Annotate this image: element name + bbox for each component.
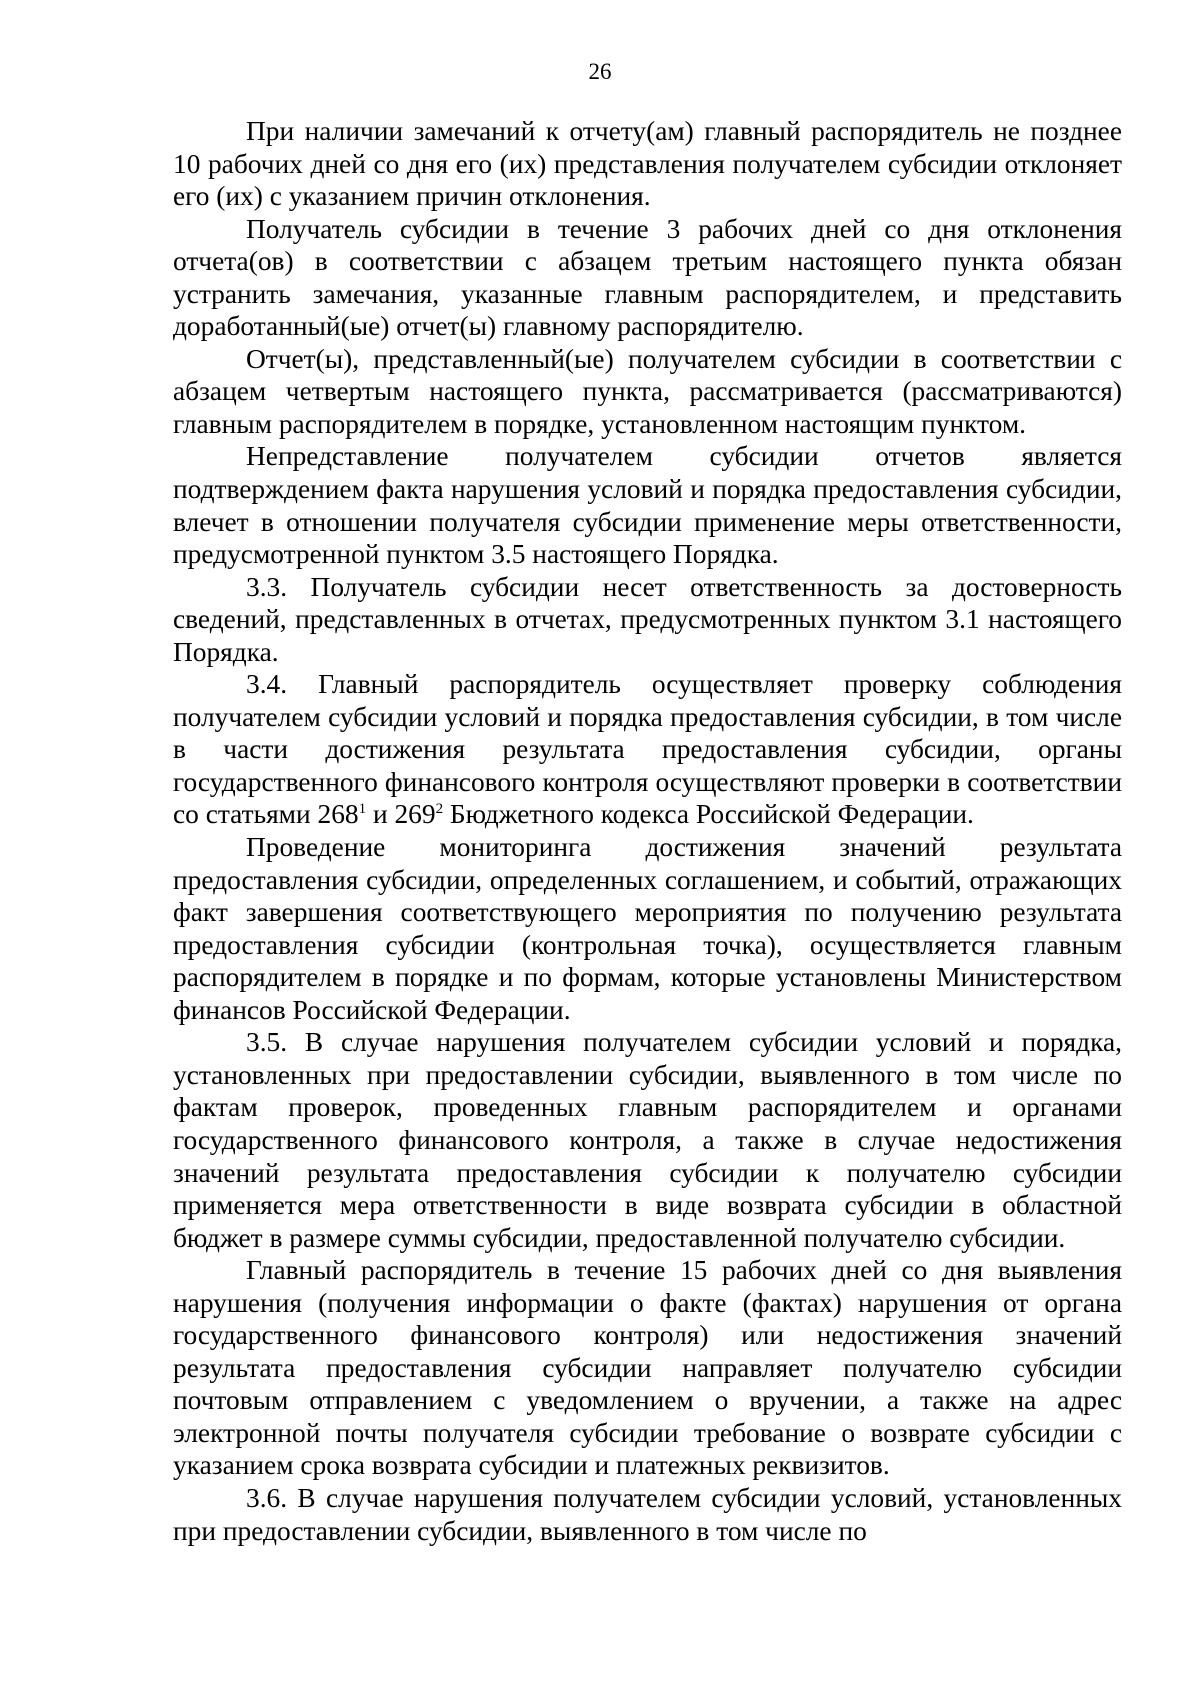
article-268-superscript: 1: [358, 801, 367, 818]
clause-3-4-text-2: и 269: [366, 799, 436, 830]
paragraph-rework-report: Получатель субсидии в течение 3 рабочих дней со дня отклонения отчета(ов) в соответствии с абзацем третьим настоящего пункта обязан устранить замечания, указанные главным распорядителем, и представить доработанный(ые) отчет(ы) главному распорядителю.: [173, 213, 1122, 342]
paragraph-clause-3-3: 3.3. Получатель субсидии несет ответственность за достоверность сведений, представленных в отчетах, предусмотренных пунктом 3.1 настоящего Порядка.: [173, 571, 1122, 667]
page-number: 26: [588, 59, 612, 84]
paragraph-report-review: Отчет(ы), представленный(ые) получателем субсидии в соответствии с абзацем четвертым настоящего пункта, рассматривается (рассматриваются) главным распорядителем в порядке, установленном настоящим пунктом.: [173, 343, 1122, 439]
paragraph-non-submission: Непредставление получателем субсидии отчетов является подтверждением факта нарушения условий и порядка предоставления субсидии, влечет в отношении получателя субсидии применение меры ответственности, предусмотренной пунктом 3.5 настоящего Порядка.: [173, 441, 1122, 570]
paragraph-clause-3-4: [173, 668, 1122, 831]
paragraph-clause-3-5: 3.5. В случае нарушения получателем субсидии условий и порядка, установленных при предоставлении субсидии, выявленного в том числе по фактам проверок, проведенных главным распорядителем и органами государственного финансового контроля, а также в случае недостижения значений результата предоставления субсидии к получателю субсидии применяется мера ответственности в виде возврата субсидии в областной бюджет в размере суммы субсидии, предоставленной получателю субсидии.: [173, 1027, 1122, 1253]
paragraph-refund-demand: Главный распорядитель в течение 15 рабочих дней со дня выявления нарушения (получения информации о факте (фактах) нарушения от органа государственного финансового контроля) или недостижения значений результата предоставления субсидии направляет получателю субсидии почтовым отправлением с уведомлением о вручении, а также на адрес электронной почты получателя субсидии требование о возврате субсидии с указанием срока возврата субсидии и платежных реквизитов.: [173, 1255, 1122, 1481]
clause-3-4-text-1: 3.4. Главный распорядитель осуществляет проверку соблюдения получателем субсидии условий и порядка предоставления субсидии, в том числе в части достижения результата предоставления субсидии, органы государственного финансового контроля осуществляют проверки в соответствии со статьями 268: [173, 669, 1122, 830]
clause-3-4-text-3: Бюджетного кодекса Российской Федерации.: [443, 799, 974, 830]
paragraph-remarks-rejection: При наличии замечаний к отчету(ам) главный распорядитель не позднее 10 рабочих дней со дня его (их) представления получателем субсидии отклоняет его (их) с указанием причин отклонения.: [173, 116, 1122, 212]
paragraph-monitoring: Проведение мониторинга достижения значений результата предоставления субсидии, определенных соглашением, и событий, отражающих факт завершения соответствующего мероприятия по получению результата предоставления субсидии (контрольная точка), осуществляется главным распорядителем в порядке и по формам, которые установлены Министерством финансов Российской Федерации.: [173, 832, 1122, 1025]
paragraph-clause-3-6: 3.6. В случае нарушения получателем субсидии условий, установленных при предоставлении субсидии, выявленного в том числе по: [173, 1482, 1122, 1546]
document-body: [173, 115, 1122, 1547]
article-269-superscript: 2: [435, 801, 444, 818]
